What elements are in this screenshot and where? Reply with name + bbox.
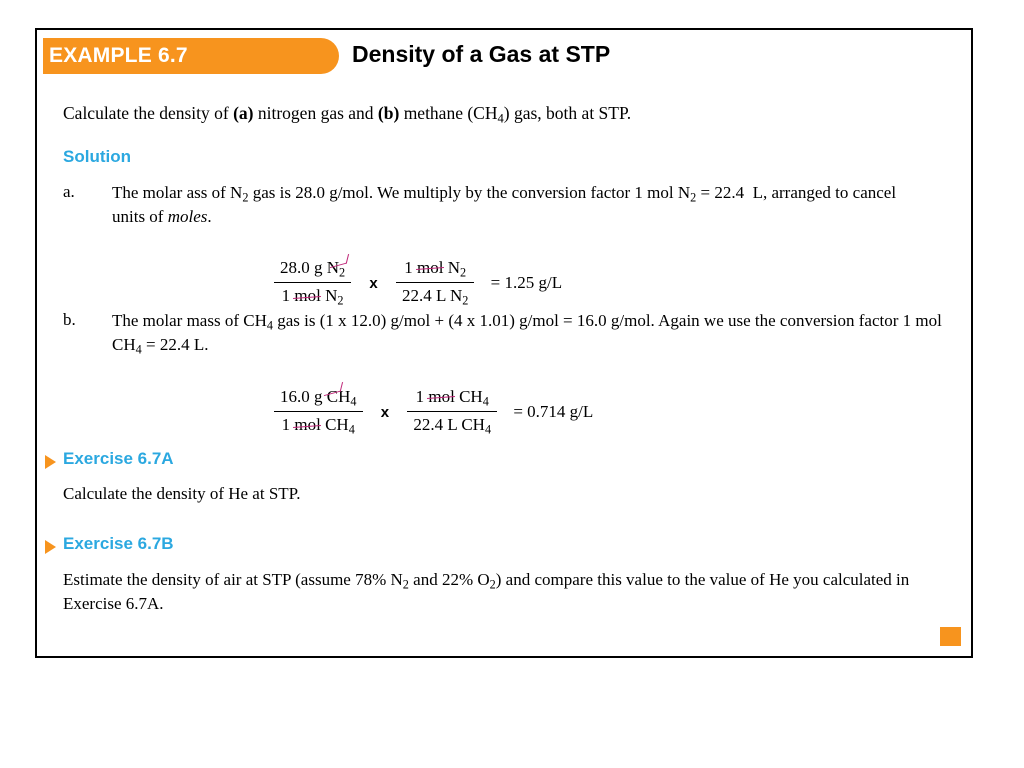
equation-b-fraction-2-denominator: 22.4 L $CH_4$ <box>407 411 497 437</box>
exercise-b-heading: Exercise 6.7B <box>63 534 174 553</box>
slide-header <box>37 38 971 78</box>
equation-a-fraction-2-denominator: 22.4 L $N_2$ <box>396 282 474 308</box>
equation-a-result: = 1.25 g/L <box>490 273 563 293</box>
equation-a <box>272 258 562 309</box>
equation-a-fraction-2-numerator: 1 mol $N_2$ <box>404 258 467 280</box>
equation-b <box>272 387 593 438</box>
triangle-right-icon <box>45 455 56 469</box>
equation-a-fraction-2 <box>396 258 474 309</box>
example-badge-label: EXAMPLE 6.7 <box>49 44 188 67</box>
equation-a-fraction-1-denominator: 1 mol $N_2$ <box>274 282 351 308</box>
exercise-a-heading: Exercise 6.7A <box>63 449 174 468</box>
equation-b-fraction-1 <box>274 387 363 438</box>
solution-heading: Solution <box>63 147 131 166</box>
step-b-label: b. <box>63 310 76 329</box>
equation-b-fraction-2 <box>407 387 497 438</box>
exercise-a-body: Calculate the density of He at STP. <box>63 484 301 503</box>
page-title: Density of a Gas at STP <box>352 41 611 67</box>
equation-a-fraction-1 <box>274 258 351 309</box>
equation-a-fraction-1-numerator: 28.0 g $N_2$ <box>280 258 346 280</box>
equation-b-fraction-2-numerator: 1 mol $CH_4$ <box>415 387 489 409</box>
step-b-text: The molar mass of $CH_4$ gas is (1 x 12.0) g/mol + (4 x 1.01) g/mol = 16.0 g/mol. Again we use the conversion factor 1 mol $CH_4 = 22.4$ L. <box>112 311 942 357</box>
problem-statement: Calculate the density of (a) nitrogen gas and (b) methane $(CH_4)$ gas, both at STP. <box>63 103 632 126</box>
triangle-right-icon <box>45 540 56 554</box>
exercise-b-body: Estimate the density of air at STP (assume 78% $N_2$ and 22% $O_2$) and compare this value to the value of He you calculated in Exercise 6.7A. <box>63 570 910 613</box>
equation-b-fraction-1-denominator: 1 mol $CH_4$ <box>274 411 363 437</box>
slide-container <box>35 28 973 658</box>
equation-b-fraction-1-numerator: 16.0 g $CH_4$ <box>280 387 357 409</box>
equation-b-result: = 0.714 g/L <box>513 402 594 422</box>
corner-marker <box>940 627 961 646</box>
equation-a-operator: x <box>369 274 378 292</box>
equation-b-operator: x <box>380 403 390 421</box>
step-a-label: a. <box>63 182 75 201</box>
step-a-text: The molar ass of $N_2$ gas is 28.0 g/mol. We multiply by the conversion factor 1 mol $N_2 = 22.4$ L, arranged to cancel units of moles. <box>112 183 897 226</box>
